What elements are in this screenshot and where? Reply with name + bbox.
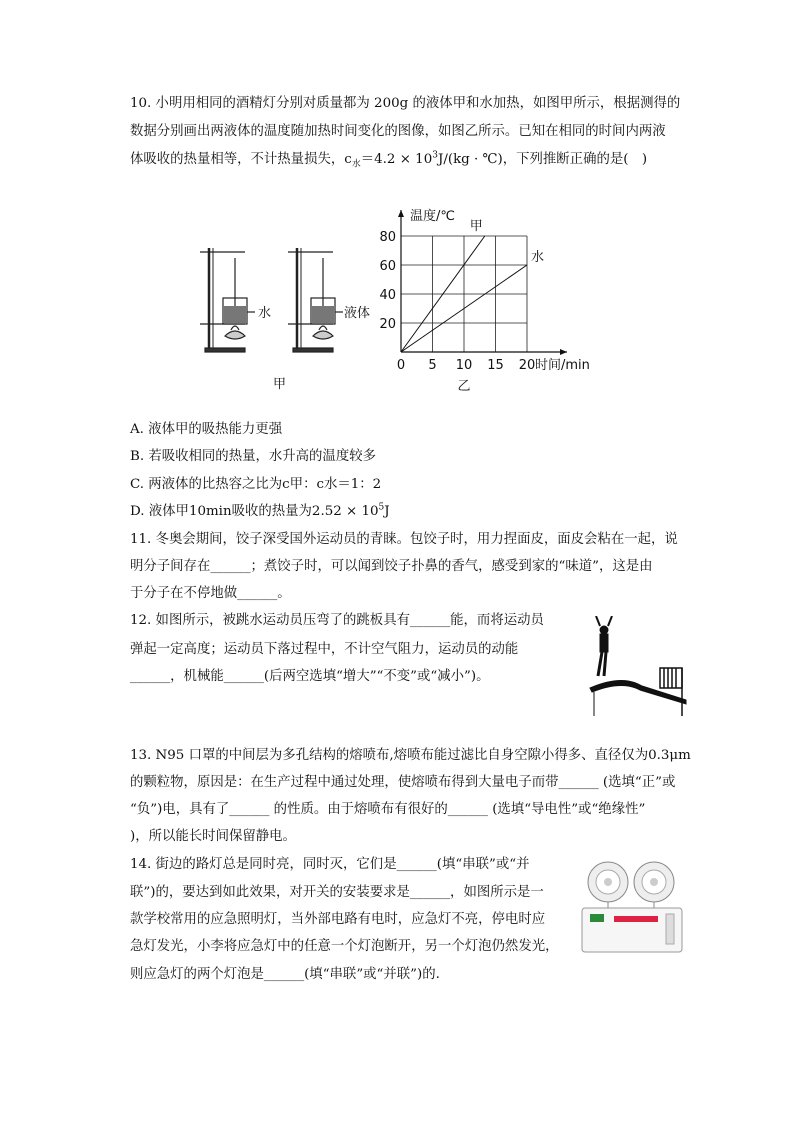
x-axis-arrow [560,349,567,355]
q14-line-4: 急灯发光，小李将应急灯中的任意一个灯泡断开，另一个灯泡仍然发光， [130,939,559,954]
heating-setup-liquid [288,248,343,352]
heating-setup-water [200,248,255,352]
q14-line-2: 联”)的，要达到如此效果，对开关的安装要求是______，如图所示是一 [130,885,544,900]
lamp-head-left [588,862,628,902]
y-axis-title: 温度/℃ [410,209,455,224]
x-axis-title: 时间/min [535,358,590,373]
q11-line-2: 明分子间存在______；煮饺子时，可以闻到饺子扑鼻的香气，感受到家的“味道”，这是由 [130,559,653,574]
apparatus-figure [195,238,395,398]
x-tick-label: 5 [428,358,437,373]
q10-line-2: 数据分别画出两液体的温度随加热时间变化的图像，如图乙所示。已知在相同的时间内两液 [130,124,666,139]
y-axis-arrow [398,210,404,217]
q14-line-3: 款学校常用的应急照明灯，当外部电路有电时，应急灯不亮，停电时应 [130,912,546,927]
q11-line-1: 11. 冬奥会期间，饺子深受国外运动员的青睐。包饺子时，用力捏面皮，面皮会粘在一起，说 [130,532,678,547]
emergency-light-illustration [578,860,688,956]
x-tick-label: 0 [396,358,406,373]
series-label-jia: 甲 [469,219,483,234]
x-tick-label: 10 [455,358,473,373]
caption-jia: 甲 [273,377,287,392]
q10-line-1: 10. 小明用相同的酒精灯分别对质量都为 200g 的液体甲和水加热，如图甲所示，根据测得的 [130,96,681,111]
q10-option-c: C. 两液体的比热容之比为c甲：c水＝1：2 [130,477,382,492]
y-tick-label: 20 [379,317,396,332]
q10-line-3: 体吸收的热量相等，不计热量损失，$c_水=4.2 \times 10^3J/(kg$ · ℃)，下列推断正确的是( ) [130,150,648,170]
q10-option-a: A. 液体甲的吸热能力更强 [130,422,283,437]
q12-line-2: 弹起一定高度；运动员下落过程中，不计空气阻力，运动员的动能 [130,642,519,657]
x-tick-label: 20 [518,358,536,373]
temperature-time-chart [370,200,610,400]
caption-yi: 乙 [457,379,471,394]
water-label: 水 [258,306,272,321]
y-tick-label: 80 [379,230,396,245]
series-label-water: 水 [531,250,545,265]
q10-option-d: D. 液体甲10min吸收的热量为$2.52 \times 10^5J$ [130,502,390,519]
y-tick-label: 40 [379,288,396,303]
q13-line-4: )，所以能长时间保留静电。 [130,829,296,844]
y-tick-label: 60 [379,259,396,274]
diver-illustration [582,616,692,722]
q14-line-1: 14. 街边的路灯总是同时亮，同时灭，它们是______(填“串联”或“并 [130,857,530,872]
q10-option-b: B. 若吸收相同的热量，水升高的温度较多 [130,449,376,464]
q13-line-2: 的颗粒物，原因是：在生产过程中通过处理，使熔喷布得到大量电子而带______ (选填“正”或 [130,775,676,790]
q12-line-1: 12. 如图所示，被跳水运动员压弯了的跳板具有______能，而将运动员 [130,613,544,628]
q12-line-3: ______，机械能______(后两空选填“增大”“不变”或“减小”)。 [130,669,490,684]
q13-line-3: “负”)电，具有了______ 的性质。由于熔喷布有很好的______ (选填“导电性”或“绝缘性” [130,802,646,817]
q13-line-1: 13. N95 口罩的中间层为多孔结构的熔喷布,熔喷布能过滤比自身空隙小得多、直径仅为0.3μm [130,748,691,763]
liquid-label: 液体 [344,306,371,321]
q14-line-5: 则应急灯的两个灯泡是______(填“串联”或“并联”)的. [130,967,440,982]
x-tick-label: 15 [487,358,504,373]
lamp-head-right [634,862,674,902]
q11-line-3: 于分子在不停地做______。 [130,586,291,601]
